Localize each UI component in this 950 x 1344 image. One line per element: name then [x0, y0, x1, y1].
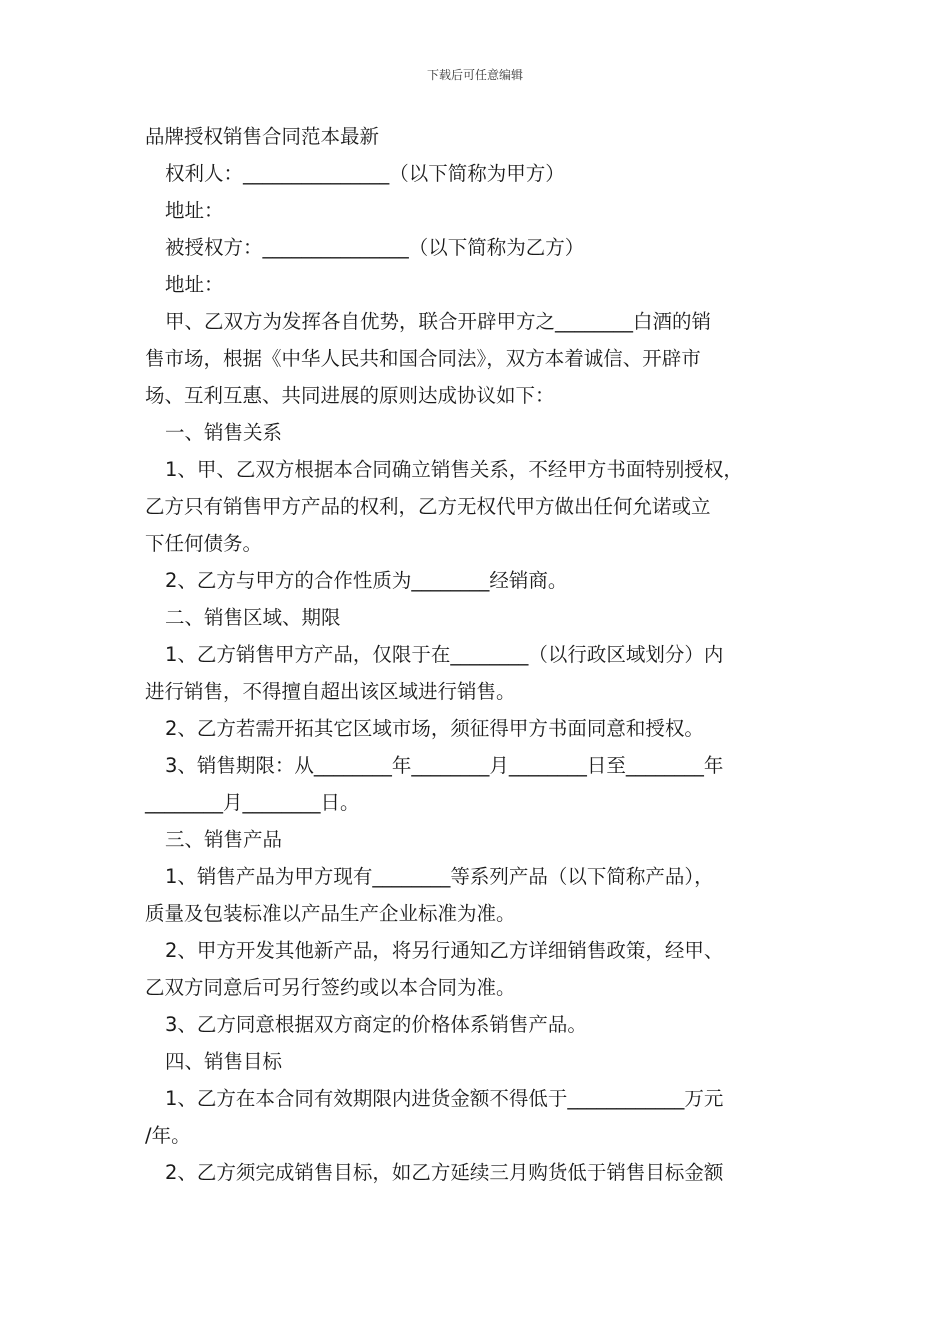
clause-1-1-line-1: 1、甲、乙双方根据本合同确立销售关系，不经甲方书面特别授权， [165, 458, 743, 481]
clause-2-2: 2、乙方若需开拓其它区域市场，须征得甲方书面同意和授权。 [165, 717, 704, 740]
contract-body [145, 118, 815, 1191]
contract-title: 品牌授权销售合同范本最新 [145, 125, 380, 148]
clause-2-3-line-2: ________月________日。 [145, 791, 360, 814]
licensor-address: 地址： [165, 199, 224, 222]
preamble-line-3: 场、互利互惠、共同进展的原则达成协议如下： [145, 384, 555, 407]
licensor-line: 权利人：_______________（以下简称为甲方） [165, 162, 565, 185]
licensee-address: 地址： [165, 273, 224, 296]
clause-4-2-line-1: 2、乙方须完成销售目标，如乙方延续三月购货低于销售目标金额 [165, 1161, 724, 1184]
clause-1-1-line-2: 乙方只有销售甲方产品的权利，乙方无权代甲方做出任何允诺或立 [145, 495, 711, 518]
preamble-line-1: 甲、乙双方为发挥各自优势，联合开辟甲方之________白酒的销 [165, 310, 712, 333]
clause-2-1-line-2: 进行销售，不得擅自超出该区域进行销售。 [145, 680, 516, 703]
section-heading-1: 一、销售关系 [165, 421, 283, 444]
page-header: 下载后可任意编辑 [426, 68, 523, 82]
preamble-line-2: 售市场，根据《中华人民共和国合同法》，双方本着诚信、开辟市 [145, 347, 701, 370]
clause-3-3: 3、乙方同意根据双方商定的价格体系销售产品。 [165, 1013, 587, 1036]
section-heading-3: 三、销售产品 [165, 828, 283, 851]
section-heading-4: 四、销售目标 [165, 1050, 283, 1073]
clause-4-1-line-2: /年。 [145, 1124, 191, 1147]
section-heading-2: 二、销售区域、期限 [165, 606, 341, 629]
clause-1-2: 2、乙方与甲方的合作性质为________经销商。 [165, 569, 568, 592]
clause-3-2-line-1: 2、甲方开发其他新产品，将另行通知乙方详细销售政策，经甲、 [165, 939, 724, 962]
licensee-line: 被授权方：_______________（以下简称为乙方） [165, 236, 585, 259]
clause-3-2-line-2: 乙双方同意后可另行签约或以本合同为准。 [145, 976, 516, 999]
clause-1-1-line-3: 下任何债务。 [145, 532, 263, 555]
clause-2-1-line-1: 1、乙方销售甲方产品，仅限于在________（以行政区域划分）内 [165, 643, 724, 666]
clause-3-1-line-2: 质量及包装标准以产品生产企业标准为准。 [145, 902, 516, 925]
clause-3-1-line-1: 1、销售产品为甲方现有________等系列产品（以下简称产品）， [165, 865, 714, 888]
clause-4-1-line-1: 1、乙方在本合同有效期限内进货金额不得低于____________万元 [165, 1087, 724, 1110]
clause-2-3-line-1: 3、销售期限：从________年________月________日至________年 [165, 754, 724, 777]
